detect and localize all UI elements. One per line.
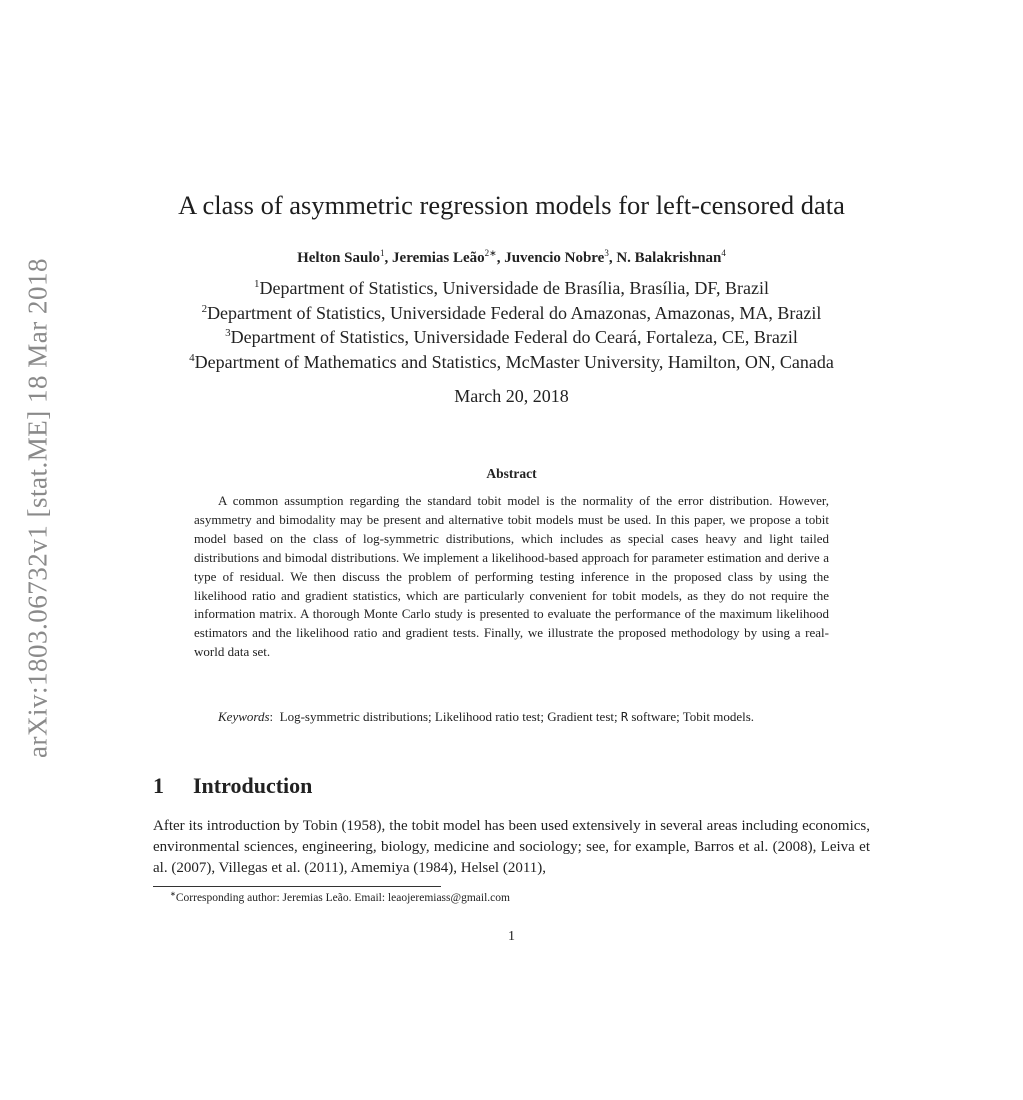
author-name: Helton Saulo bbox=[297, 250, 381, 266]
affiliation-text: Department of Statistics, Universidade Federal do Ceará, Fortaleza, CE, Brazil bbox=[230, 327, 798, 347]
affiliation-3 bbox=[0, 321, 1023, 349]
abstract-body: A common assumption regarding the standard tobit model is the normality of the error distribution. However, asymmetry and bimodality may be present and alternative tobit models must be used. In this paper, we propose a tobit model based on the class of log-symmetric distributions, which includes as special cases heavy and light tailed distributions and bimodal distributions. We implement a likelihood-based approach for parameter estimation and derive a type of residual. We then discuss the problem of performing testing inference in the proposed class by using the likelihood ratio and gradient statistics, which are particularly convenient for tobit models, as they do not require the information matrix. A thorough Monte Carlo study is presented to evaluate the performance of the maximum likelihood estimators and the likelihood ratio and gradient tests. Finally, we illustrate the proposed methodology by using a real-world data set. bbox=[194, 493, 829, 660]
footnote-text: Corresponding author: Jeremias Leão. Email: leaojeremiass@gmail.com bbox=[175, 891, 510, 904]
section-heading bbox=[153, 773, 312, 799]
paper-title: A class of asymmetric regression models for left-censored data bbox=[178, 190, 845, 220]
keywords-label: Keywords bbox=[218, 709, 270, 724]
keywords-text: Log-symmetric distributions; Likelihood ratio test; Gradient test; bbox=[279, 709, 618, 724]
footnote-mark: ∗ bbox=[170, 890, 176, 898]
footnote bbox=[170, 890, 510, 904]
affiliation-number: 3 bbox=[225, 327, 231, 339]
affiliation-text: Department of Mathematics and Statistics, McMaster University, Hamilton, ON, Canada bbox=[194, 352, 834, 372]
paper-date: March 20, 2018 bbox=[454, 386, 569, 406]
author-name: Juvencio Nobre bbox=[504, 250, 605, 266]
keywords-text-tail: software; Tobit models. bbox=[631, 709, 755, 724]
author-name: N. Balakrishnan bbox=[616, 250, 722, 266]
affiliation-text: Department of Statistics, Universidade Federal do Amazonas, Amazonas, MA, Brazil bbox=[207, 303, 822, 323]
author-mark: 4 bbox=[721, 248, 726, 258]
affiliation-number: 1 bbox=[254, 278, 260, 290]
abstract-heading: Abstract bbox=[486, 466, 537, 481]
author-mark: 3 bbox=[604, 248, 609, 258]
affiliation-number: 2 bbox=[201, 303, 208, 315]
author-mark: 2∗ bbox=[484, 248, 497, 258]
affiliation-number: 4 bbox=[189, 352, 195, 364]
author-name: Jeremias Leão bbox=[392, 250, 485, 266]
affiliation-4 bbox=[0, 346, 1023, 374]
page-number: 1 bbox=[508, 929, 515, 944]
section-number: 1 bbox=[153, 773, 164, 798]
affiliation-1 bbox=[0, 272, 1023, 300]
section-title: Introduction bbox=[193, 773, 313, 798]
footnote-rule bbox=[153, 886, 441, 887]
author-list: Helton Saulo$^1$, Jeremias Leão$^{2∗}$, Juvencio Nobre$^3$, N. Balakrishnan$^4$ bbox=[297, 248, 726, 266]
author-mark: 1 bbox=[380, 248, 385, 258]
intro-paragraph: After its introduction by Tobin (1958), the tobit model has been used extensively in several areas including economics, environmental sciences, engineering, biology, medicine and sociology; see, for example, Barros et al. (2008), Leiva et al. (2007), Villegas et al. (2011), Amemiya (1984), Helsel (2011), bbox=[153, 818, 870, 876]
keywords: Keywords: Log-symmetric distributions; Likelihood ratio test; Gradient test; R software; Tobit models. bbox=[218, 709, 755, 724]
arxiv-stamp: arXiv:1803.06732v1 [stat.ME] 18 Mar 2018 bbox=[22, 258, 53, 758]
keywords-r-software: R bbox=[620, 710, 629, 724]
affiliation-text: Department of Statistics, Universidade de Brasília, Brasília, DF, Brazil bbox=[259, 278, 769, 298]
